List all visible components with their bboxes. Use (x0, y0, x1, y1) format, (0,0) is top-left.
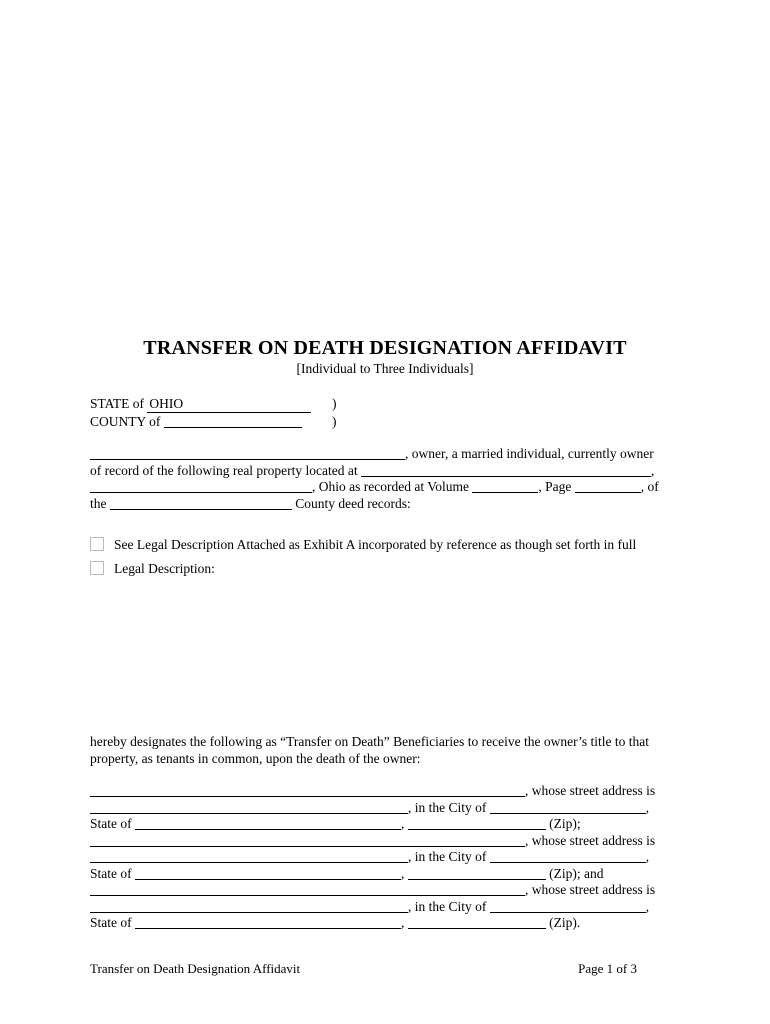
page-title: TRANSFER ON DEATH DESIGNATION AFFIDAVIT (143, 337, 627, 359)
exhibit-a-checkbox[interactable] (90, 537, 104, 551)
beneficiary2-city-blank (490, 849, 646, 863)
owner-paragraph-line4 (90, 496, 680, 513)
text-fragment: , (645, 898, 650, 914)
owner-name-blank (90, 446, 405, 460)
legal-description-options (90, 536, 680, 577)
county-line-left (90, 413, 332, 430)
beneficiary1-state-line (90, 816, 680, 833)
beneficiary2-name-line (90, 833, 680, 850)
page-subtitle: [Individual to Three Individuals] (296, 361, 474, 376)
document-content (90, 336, 680, 932)
text-fragment: (Zip). (549, 915, 581, 930)
beneficiary3-name-line (90, 882, 680, 899)
text-fragment: State of (90, 915, 132, 930)
county-paren: ) (332, 414, 337, 429)
text-fragment: , of (640, 479, 659, 494)
designation-paragraph: hereby designates the following as “Transfer on Death” Beneficiaries to receive the owner’s title to that property, as tenants in common, upon the death of the owner: (90, 734, 649, 766)
state-value-underlined (147, 395, 311, 413)
legal-description-checkbox[interactable] (90, 561, 104, 575)
municipality-blank (90, 479, 312, 493)
county-blank (164, 414, 302, 428)
beneficiary2-name-blank (90, 833, 525, 847)
beneficiary2-zip-blank (408, 866, 546, 880)
beneficiary2-state-blank (135, 866, 401, 880)
text-fragment: , in the City of (408, 898, 487, 914)
county-line (90, 413, 680, 430)
beneficiary3-city-blank (490, 899, 646, 913)
text-fragment: (Zip); (549, 816, 581, 831)
page-blank (575, 479, 641, 493)
text-fragment: , (645, 799, 650, 815)
beneficiary1-street-blank (90, 800, 408, 814)
county-name-blank (110, 496, 292, 510)
owner-paragraph-line1 (90, 446, 680, 463)
text-fragment: , (645, 849, 650, 864)
beneficiary1-state-blank (135, 816, 401, 830)
text-fragment: (Zip); and (549, 865, 604, 881)
beneficiary1-zip-blank (408, 816, 546, 830)
beneficiary1-address-line (90, 800, 680, 817)
text-fragment: , Ohio as recorded at Volume (312, 479, 469, 494)
beneficiary1-city-blank (490, 800, 646, 814)
beneficiary3-state-line (90, 915, 680, 932)
text-fragment: , whose street address is (525, 882, 656, 897)
owner-paragraph-line3 (90, 479, 680, 496)
legal-description-space (90, 584, 680, 734)
beneficiary3-address-line (90, 899, 680, 916)
state-paren: ) (332, 396, 337, 411)
beneficiary2-state-line (90, 866, 680, 883)
text-fragment: , (401, 816, 405, 831)
beneficiary3-zip-blank (408, 915, 546, 929)
footer-document-title: Transfer on Death Designation Affidavit (90, 961, 301, 976)
text-fragment: , in the City of (408, 799, 487, 815)
text-fragment: County deed records: (295, 495, 411, 511)
text-fragment: State of (90, 865, 132, 881)
footer-page-number: Page 1 of 3 (578, 961, 637, 976)
text-fragment: , (651, 462, 655, 478)
state-label: STATE of (90, 396, 145, 411)
text-fragment: , whose street address is (525, 832, 656, 848)
text-fragment: , (401, 865, 405, 881)
beneficiary1-name-line (90, 783, 680, 800)
text-fragment: the (90, 495, 107, 511)
legal-description-row (90, 560, 680, 577)
text-fragment: , (401, 915, 405, 930)
text-fragment: , Page (538, 479, 572, 494)
county-label: COUNTY of (90, 414, 161, 429)
state-line-left (90, 395, 332, 413)
text-fragment: State of (90, 816, 132, 831)
exhibit-a-label: See Legal Description Attached as Exhibit A incorporated by reference as though set forth in full (114, 537, 637, 552)
beneficiary2-address-line (90, 849, 680, 866)
beneficiary1-name-blank (90, 783, 525, 797)
beneficiary3-state-blank (135, 915, 401, 929)
text-fragment: , whose street address is (525, 783, 656, 798)
beneficiary3-name-blank (90, 882, 525, 896)
owner-paragraph (90, 446, 680, 512)
text-fragment: of record of the following real property located at (90, 462, 358, 478)
volume-blank (472, 479, 538, 493)
state-line (90, 395, 680, 413)
text-fragment: , owner, a married individual, currently owner (405, 446, 654, 461)
owner-paragraph-line2 (90, 463, 680, 480)
property-location-blank (361, 463, 651, 477)
legal-description-label: Legal Description: (114, 561, 215, 576)
text-fragment: , in the City of (408, 849, 487, 864)
beneficiaries-section (90, 783, 680, 932)
state-value: OHIO (149, 396, 184, 411)
exhibit-a-row (90, 536, 680, 553)
beneficiary2-street-blank (90, 849, 408, 863)
beneficiary3-street-blank (90, 899, 408, 913)
